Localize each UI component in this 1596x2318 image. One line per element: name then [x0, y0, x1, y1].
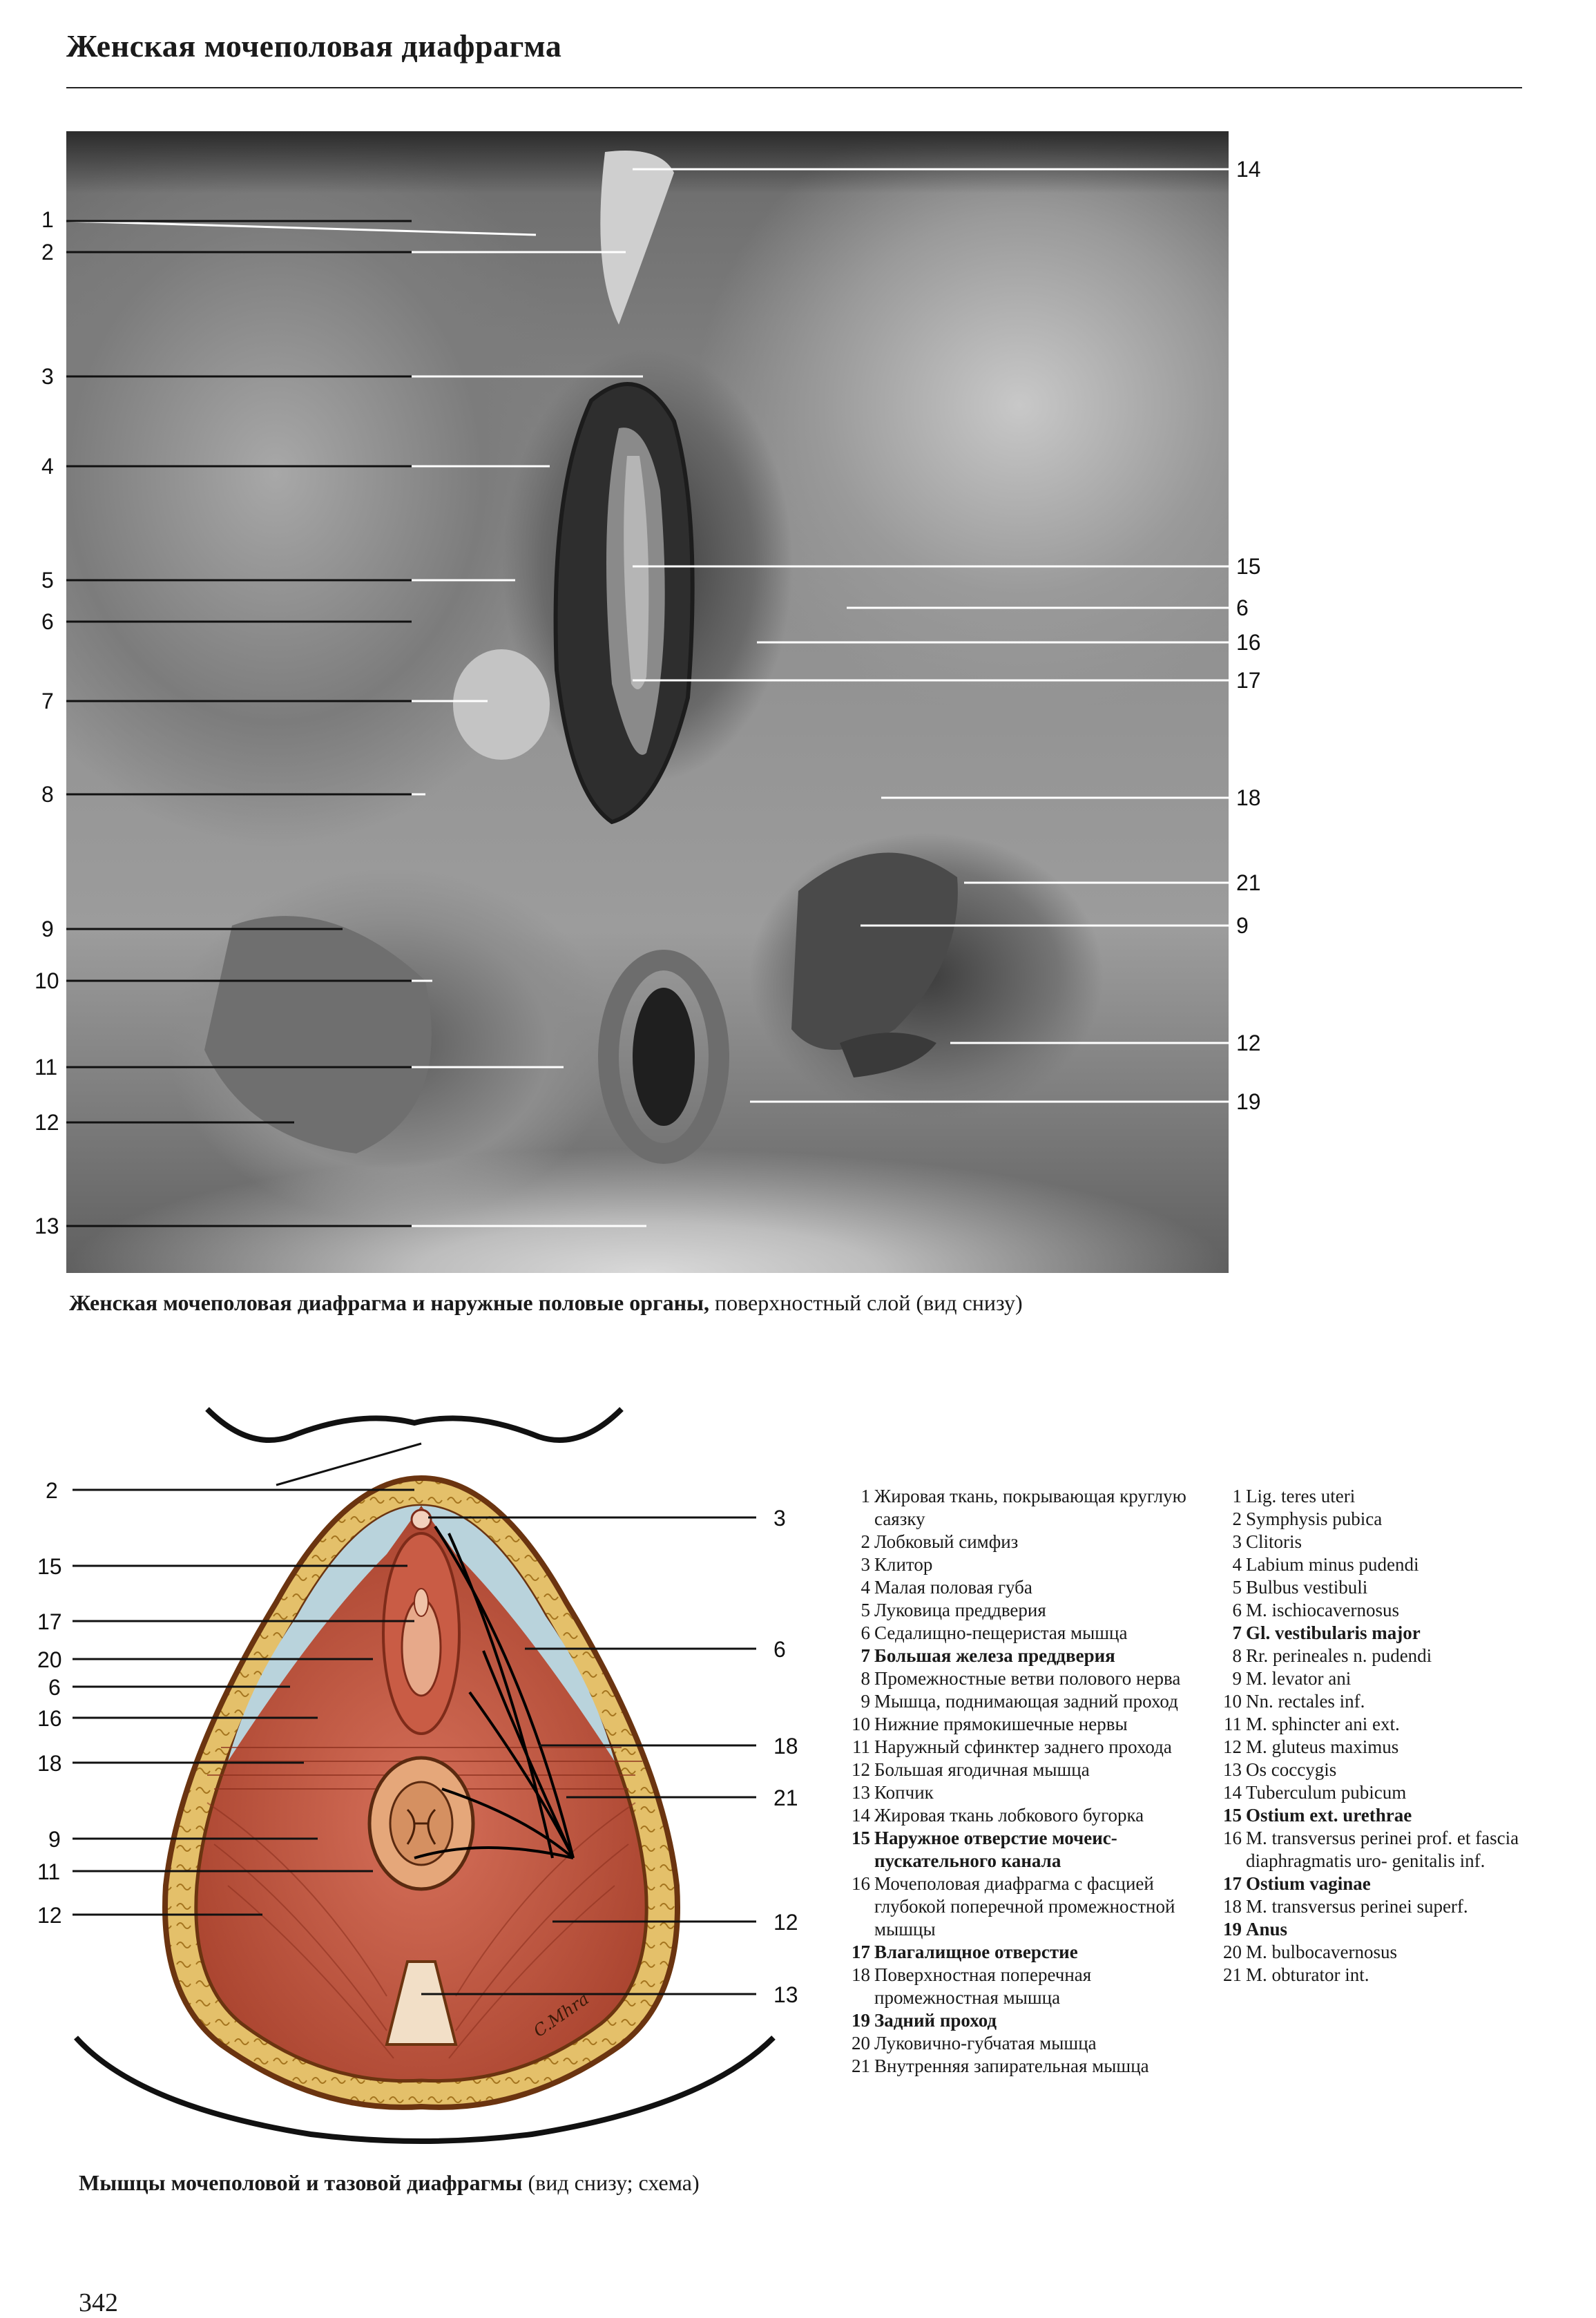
legend-ru-item-text: Клитор [874, 1554, 933, 1575]
legend-lat-item [1222, 1599, 1540, 1622]
muscle-scheme [0, 1374, 843, 2162]
photo-label-left: 7 [41, 689, 54, 713]
legend-ru-item-text: Мышца, поднимающая задний проход [874, 1691, 1178, 1712]
legend-ru-item-number: 15 [852, 1828, 870, 1848]
legend-ru-item [851, 1531, 1203, 1553]
photo-label-left: 9 [41, 917, 54, 941]
legend-ru-item-text: Нижние прямокишечные нервы [874, 1714, 1128, 1734]
legend-lat-item [1222, 1622, 1540, 1645]
legend-lat-item-number: 1 [1232, 1486, 1242, 1506]
scheme-label-right: 13 [773, 1982, 798, 2007]
legend-ru-item [851, 1645, 1203, 1667]
legend-ru-item-number: 13 [852, 1782, 870, 1803]
legend-lat-item-text: M. obturator int. [1246, 1964, 1369, 1985]
legend-ru-item-number: 3 [861, 1554, 870, 1575]
legend-ru-item-number: 12 [852, 1759, 870, 1780]
legend-lat-item-text: Ostium ext. urethrae [1246, 1805, 1412, 1826]
legend-lat-item [1222, 1576, 1540, 1599]
scheme-label-right: 18 [773, 1734, 798, 1759]
legend-lat-item-text: Os coccygis [1246, 1759, 1337, 1780]
legend-ru-item-number: 14 [852, 1805, 870, 1826]
legend-lat-item-text: Symphysis pubica [1246, 1508, 1383, 1529]
legend-lat-item-text: M. ischiocavernosus [1246, 1600, 1399, 1620]
legend-ru-item-number: 16 [852, 1873, 870, 1894]
legend-lat-item [1222, 1531, 1540, 1553]
legend-lat-item [1222, 1690, 1540, 1713]
photo-label-right: 14 [1236, 157, 1261, 182]
photo-label-right: 9 [1236, 913, 1249, 938]
legend-lat-item-number: 19 [1223, 1919, 1242, 1939]
legend-ru-item-number: 18 [852, 1964, 870, 1985]
photo-caption-bold: Женская мочеполовая диафрагма и наружные половые органы, [69, 1290, 709, 1315]
legend-ru-item [851, 1599, 1203, 1622]
legend-lat-item-number: 20 [1223, 1942, 1242, 1962]
legend-lat-item [1222, 1804, 1540, 1827]
scheme-label-left: 6 [48, 1675, 61, 1700]
legend-ru-item [851, 1781, 1203, 1804]
page-number: 342 [79, 2288, 118, 2317]
legend-ru-item-text: Копчик [874, 1782, 934, 1803]
legend-lat-item-number: 7 [1232, 1622, 1242, 1643]
legend-lat-item [1222, 1827, 1540, 1872]
artist-signature: C.Mhra [530, 1989, 593, 2041]
legend-lat-item-number: 4 [1232, 1554, 1242, 1575]
scheme-label-left: 12 [37, 1903, 62, 1928]
legend-lat-item [1222, 1713, 1540, 1736]
legend-lat-item-text: Rr. perineales n. pudendi [1246, 1645, 1432, 1666]
legend-lat-item-number: 13 [1223, 1759, 1242, 1780]
legend-lat-item-text: M. sphincter ani ext. [1246, 1714, 1400, 1734]
scheme-label-left: 16 [37, 1706, 62, 1731]
photo-label-left: 1 [41, 207, 54, 232]
legend-lat-item [1222, 1918, 1540, 1941]
scheme-caption-bold: Мышцы мочеполовой и тазовой диафрагмы [79, 2170, 523, 2195]
legend-ru-item [851, 2055, 1203, 2078]
photo-label-left: 2 [41, 240, 54, 265]
scheme-label-right: 21 [773, 1785, 798, 1810]
legend-ru-item [851, 1827, 1203, 1872]
photo-label-right: 15 [1236, 554, 1261, 579]
legend-lat-item-text: Tuberculum pubicum [1246, 1782, 1407, 1803]
photo-caption [69, 1290, 1023, 1316]
legend-ru-item [851, 1713, 1203, 1736]
legend-ru-item-number: 5 [861, 1600, 870, 1620]
legend-lat-item-text: M. levator ani [1246, 1668, 1352, 1689]
scheme-label-left: 11 [37, 1859, 61, 1884]
scheme-label-left: 15 [37, 1554, 62, 1579]
legend-ru-item-text: Большая ягодичная мышца [874, 1759, 1090, 1780]
legend-lat-item [1222, 1508, 1540, 1531]
legend-ru-item [851, 1964, 1203, 2009]
legend-ru-item-text: Малая половая губа [874, 1577, 1032, 1598]
scheme-label-left: 17 [37, 1609, 62, 1634]
legend-lat-item [1222, 1895, 1540, 1918]
legend-lat-item-number: 21 [1223, 1964, 1242, 1985]
scheme-label-left: 18 [37, 1751, 62, 1776]
legend-ru-item-text: Промежностные ветви полового нерва [874, 1668, 1181, 1689]
legend-ru-item-number: 7 [861, 1645, 870, 1666]
legend-lat-item [1222, 1667, 1540, 1690]
legend-ru-item-number: 2 [861, 1531, 870, 1552]
legend-lat-item-text: Lig. teres uteri [1246, 1486, 1356, 1506]
legend-ru-item-text: Жировая ткань лобкового бугорка [874, 1805, 1144, 1826]
legend-lat-item [1222, 1964, 1540, 1986]
legend-latin [1222, 1485, 1540, 1986]
legend-lat-item [1222, 1645, 1540, 1667]
legend-ru-item [851, 1690, 1203, 1713]
legend-lat-item-text: M. bulbocavernosus [1246, 1942, 1397, 1962]
photo-label-left: 11 [35, 1055, 58, 1080]
legend-ru-item-number: 17 [852, 1942, 870, 1962]
legend-ru-item [851, 2009, 1203, 2032]
legend-lat-item-number: 18 [1223, 1896, 1242, 1917]
photo-label-left: 10 [35, 968, 59, 993]
legend-ru-item-text: Наружный сфинктер заднего прохода [874, 1736, 1172, 1757]
legend-lat-item-text: Gl. vestibularis major [1246, 1622, 1421, 1643]
legend-lat-item [1222, 1781, 1540, 1804]
legend-ru-item-text: Жировая ткань, покрывающая круглую саязку [874, 1486, 1186, 1529]
legend-ru-item-text: Луковично-губчатая мышца [874, 2033, 1097, 2053]
legend-lat-item-number: 14 [1223, 1782, 1242, 1803]
photo-label-right: 18 [1236, 785, 1261, 810]
legend-lat-item-number: 15 [1223, 1805, 1242, 1826]
legend-lat-item-number: 12 [1223, 1736, 1242, 1757]
scheme-label-left: 20 [37, 1647, 62, 1672]
photo-label-right: 16 [1236, 630, 1261, 655]
photo-label-right: 17 [1236, 668, 1261, 693]
page-title: Женская мочеполовая диафрагма [66, 28, 562, 64]
legend-lat-item-number: 17 [1223, 1873, 1242, 1894]
legend-lat-item-text: Bulbus vestibuli [1246, 1577, 1368, 1598]
legend-ru-item [851, 1576, 1203, 1599]
legend-lat-item-text: M. transversus perinei prof. et fascia diaphragmatis uro- genitalis inf. [1246, 1828, 1519, 1871]
legend-ru-item [851, 1736, 1203, 1759]
legend-lat-item-number: 8 [1232, 1645, 1242, 1666]
legend-lat-item [1222, 1872, 1540, 1895]
legend-ru-item-number: 20 [852, 2033, 870, 2053]
photo-label-left: 13 [35, 1214, 59, 1238]
legend-ru-item-number: 4 [861, 1577, 870, 1598]
photo-label-left: 6 [41, 609, 54, 634]
legend-ru-item-text: Задний проход [874, 2010, 997, 2031]
legend-lat-item-text: Anus [1246, 1919, 1288, 1939]
legend-ru-item [851, 1872, 1203, 1941]
legend-ru-item-text: Мочеполовая диафрагма с фасцией глубокой поперечной промежностной мышцы [874, 1873, 1175, 1939]
legend-ru-item [851, 1667, 1203, 1690]
scheme-label-right: 3 [773, 1506, 786, 1531]
legend-ru-item [851, 2032, 1203, 2055]
legend-lat-item-text: Ostium vaginae [1246, 1873, 1371, 1894]
legend-ru-item-text: Внутренняя запирательная мышца [874, 2056, 1149, 2076]
photo-label-left: 12 [35, 1110, 59, 1135]
anatomy-photo [66, 131, 1229, 1273]
legend-lat-item-text: M. transversus perinei superf. [1246, 1896, 1468, 1917]
legend-lat-item-number: 2 [1232, 1508, 1242, 1529]
legend-ru-item-text: Большая железа преддверия [874, 1645, 1115, 1666]
legend-lat-item-number: 3 [1232, 1531, 1242, 1552]
legend-lat-item [1222, 1485, 1540, 1508]
photo-label-right: 19 [1236, 1089, 1261, 1114]
photo-label-left: 3 [41, 364, 54, 389]
legend-ru-item-number: 19 [852, 2010, 870, 2031]
legend-lat-item-number: 6 [1232, 1600, 1242, 1620]
legend-lat-item-text: Nn. rectales inf. [1246, 1691, 1365, 1712]
legend-lat-item-text: Labium minus pudendi [1246, 1554, 1419, 1575]
legend-ru-item [851, 1622, 1203, 1645]
photo-caption-rest: поверхностный слой (вид снизу) [709, 1290, 1023, 1315]
photo-label-right: 21 [1236, 870, 1261, 895]
legend-lat-item-number: 11 [1224, 1714, 1242, 1734]
scheme-label-right: 6 [773, 1637, 786, 1662]
photo-label-right: 12 [1236, 1031, 1261, 1055]
legend-lat-item-number: 10 [1223, 1691, 1242, 1712]
legend-ru-item-number: 10 [852, 1714, 870, 1734]
legend-lat-item-number: 9 [1232, 1668, 1242, 1689]
legend-lat-item-number: 5 [1232, 1577, 1242, 1598]
scheme-label-left: 9 [48, 1827, 61, 1852]
legend-ru-item-number: 11 [852, 1736, 870, 1757]
legend-ru-item-text: Наружное отверстие мочеис- пускательного канала [874, 1828, 1117, 1871]
scheme-caption [79, 2170, 700, 2196]
legend-ru-item [851, 1804, 1203, 1827]
legend-lat-item [1222, 1759, 1540, 1781]
title-rule [66, 87, 1522, 88]
photo-label-right: 6 [1236, 595, 1249, 620]
legend-lat-item-number: 16 [1223, 1828, 1242, 1848]
legend-ru-item-text: Луковица преддверия [874, 1600, 1046, 1620]
legend-ru-item [851, 1941, 1203, 1964]
legend-lat-item [1222, 1736, 1540, 1759]
legend-ru-item-number: 9 [861, 1691, 870, 1712]
legend-ru-item-text: Влагалищное отверстие [874, 1942, 1078, 1962]
photo-structures [66, 131, 1229, 1273]
photo-label-left: 5 [41, 568, 54, 593]
legend-ru-item-text: Лобковый симфиз [874, 1531, 1019, 1552]
legend-lat-item [1222, 1553, 1540, 1576]
scheme-caption-rest: (вид снизу; схема) [522, 2170, 700, 2195]
legend-lat-item-text: M. gluteus maximus [1246, 1736, 1399, 1757]
legend-ru-item-number: 8 [861, 1668, 870, 1689]
legend-ru-item-number: 21 [852, 2056, 870, 2076]
photo-label-left: 4 [41, 454, 54, 479]
scheme-label-right: 12 [773, 1910, 798, 1935]
photo-label-left: 8 [41, 782, 54, 807]
legend-ru-item [851, 1485, 1203, 1531]
legend-ru-item-number: 1 [861, 1486, 870, 1506]
legend-ru-item-text: Седалищно-пещеристая мышца [874, 1622, 1128, 1643]
legend-ru-item-text: Поверхностная поперечная промежностная мышца [874, 1964, 1092, 2008]
legend-ru-item-number: 6 [861, 1622, 870, 1643]
legend-russian [851, 1485, 1203, 2078]
legend-ru-item [851, 1759, 1203, 1781]
scheme-label-left: 2 [46, 1478, 58, 1503]
legend-ru-item [851, 1553, 1203, 1576]
legend-lat-item-text: Clitoris [1246, 1531, 1302, 1552]
legend-lat-item [1222, 1941, 1540, 1964]
